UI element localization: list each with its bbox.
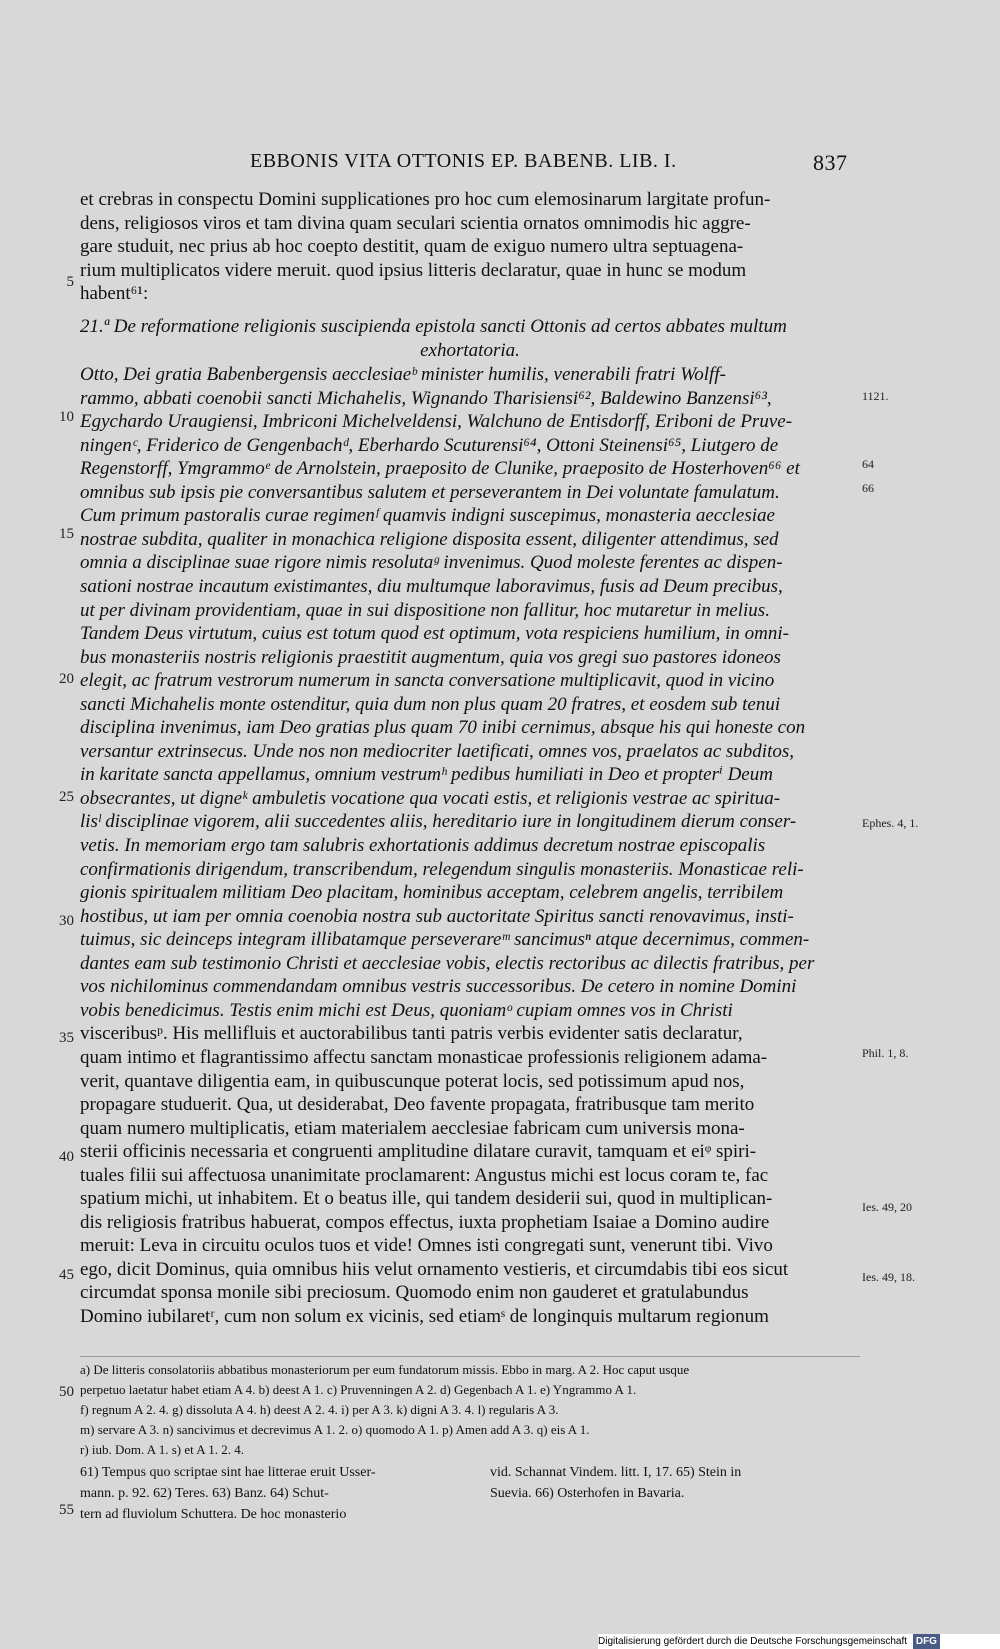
apparatus-line: m) servare A 3. n) sancivimus et decrevimus A 1. 2. o) quomodo A 1. p) Amen add A 3. q) eis A 1.: [80, 1422, 590, 1437]
text-line: vos nichilominus commendandam omnibus vestris successoribus. De cetero in nomine Domini: [80, 976, 797, 998]
text-line: ut per divinam providentiam, quae in sui dispositione non fallitur, hoc mutaretur in melius.: [80, 599, 770, 621]
text-line: versantur extrinsecus. Unde nos non mediocriter laetificati, omnes vos, praelatos ac subditos,: [80, 740, 794, 762]
text-line: sationi nostrae incautum existimantes, diu multumque laboravimus, fusis ad Deum precibus,: [80, 575, 783, 597]
text-line: Domino iubilaretʳ, cum non solum ex vicinis, sed etiamˢ de longinquis multarum regionum: [80, 1306, 769, 1327]
text-line: sancti Michahelis monte ostenditur, quia dum non plus quam 20 fratres, et eosdem sub tenui: [80, 693, 781, 715]
text-line: quam intimo et flagrantissimo affectu sanctam monasticae professionis religionem adama-: [80, 1046, 768, 1068]
text-line: propagare studuerit. Qua, ut desiderabat, Deo favente propagata, fratribusque tam merito: [80, 1094, 755, 1116]
line-number: 15: [59, 526, 74, 542]
text-line: omnia a disciplinae suae rigore nimis resolutaᵍ invenimus. Quod moleste ferentes ac dispen-: [80, 552, 783, 574]
text-line: sterii officinis necessaria et congruenti amplitudine dilatare curavit, tamquam et eiᵠ spiri-: [80, 1141, 757, 1163]
text-line: ego, dicit Dominus, quia omnibus hiis velut ornamento vestieris, et circumdabis tibi eos sicut: [80, 1258, 789, 1280]
text-line: confirmationis dirigendum, transcribendum, relegendum singulis monasteriis. Monasticae reli-: [80, 858, 804, 880]
margin-note-citation: Ies. 49, 18.: [862, 1270, 915, 1284]
margin-note-citation: Phil. 1, 8.: [862, 1046, 909, 1060]
dfg-logo: DFG: [913, 1634, 940, 1649]
line-number: 30: [59, 913, 74, 929]
line-number: 45: [59, 1267, 74, 1283]
margin-note: 64: [862, 457, 874, 471]
text-line: dens, religiosos viros et tam divina quam seculari scientia ornatos omnimodis hic aggre-: [80, 212, 751, 234]
text-line: tuimus, sic deinceps integram illibatamque perseverareᵐ sancimusⁿ atque decernimus, commen-: [80, 929, 810, 951]
text-line: dis religiosis fratribus habuerat, compos effectus, iuxta prophetiam Isaiae a Domino audire: [80, 1211, 770, 1233]
note-line: 61) Tempus quo scriptae sint hae litterae eruit Usser-: [80, 1465, 376, 1480]
line-number: 40: [59, 1149, 74, 1165]
margin-note-citation: Ephes. 4, 1.: [862, 816, 919, 830]
text-line: et crebras in conspectu Domini supplicationes pro hoc cum elemosinarum largitate profun-: [80, 189, 771, 210]
text-line: Otto, Dei gratia Babenbergensis aecclesiaeᵇ minister humilis, venerabili fratri Wolff-: [80, 364, 726, 385]
page-number: 837: [813, 150, 848, 175]
note-line: tern ad fluviolum Schuttera. De hoc monasterio: [80, 1507, 347, 1522]
text-line: ningenᶜ, Friderico de Gengenbachᵈ, Eberhardo Scuturensi⁶⁴, Ottoni Steinensi⁶⁵, Liutgero de: [80, 434, 779, 456]
apparatus-line: a) De litteris consolatoriis abbatibus monasteriorum per eum fundatorum missis. Ebbo in marg. A 2. Hoc caput usque: [80, 1362, 690, 1377]
text-line: vetis. In memoriam ergo tam salubris exhortationis addimus decretum nostrae episcopalis: [80, 835, 766, 856]
text-line: nostrae subdita, qualiter in monachica religione disposita essent, diligenter attendimus, sed: [80, 528, 779, 550]
apparatus-line: perpetuo laetatur habet etiam A 4. b) deest A 1. c) Pruvenningen A 2. d) Gegenbach A 1. e) Yngrammo A 1.: [80, 1382, 637, 1397]
line-number: 50: [59, 1384, 74, 1400]
text-line: Cum primum pastoralis curae regimenᶠ quamvis indigni suscepimus, monasteria aecclesiae: [80, 505, 775, 527]
text-line: bus monasteriis nostris religionis praestitit augmentum, quia vos gregi suo pastores idoneos: [80, 646, 781, 668]
note-line: mann. p. 92. 62) Teres. 63) Banz. 64) Schut-: [80, 1486, 329, 1501]
text-line: meruit: Leva in circuitu oculos tuos et vide! Omnes isti congregati sunt, venerunt tibi. Vivo: [80, 1235, 773, 1257]
text-line: elegit, ac fratrum vestrorum numerum in sancta conversatione multiplicavit, quod in vicino: [80, 670, 775, 692]
text-line: exhortatoria.: [420, 340, 520, 361]
text-line: gare studuit, nec prius ab hoc coepto destitit, quam de exiguo numero ultra septuagena-: [80, 236, 744, 257]
text-line: obsecrantes, ut digneᵏ ambuletis vocatione qua vocati estis, et religionis vestrae ac spiritua-: [80, 787, 781, 809]
line-number: 55: [59, 1502, 74, 1518]
text-line: Egychardo Uraugiensi, Imbriconi Michelveldensi, Walchuno de Entisdorff, Eriboni de Pruve-: [80, 411, 793, 433]
text-line: Tandem Deus virtutum, cuius est totum quod est optimum, vota respiciens humilium, in omni-: [80, 623, 789, 645]
line-number: 25: [59, 789, 74, 805]
text-line: lisˡ disciplinae vigorem, alii succedentes aliis, hereditario iure in longitudinem dierum conser-: [80, 811, 797, 833]
text-line: rammo, abbati coenobii sancti Michahelis, Wignando Tharisiensi⁶², Baldewino Banzensi⁶³,: [80, 387, 772, 409]
text-line: disciplina invenimus, iam Deo gratias plus quam 70 inibi cernimus, absque his qui honeste con: [80, 717, 806, 739]
text-line: quam numero multiplicatis, etiam materialem aecclesiae fabricam cum universis mona-: [80, 1117, 745, 1139]
text-line: tuales filii sui affectuosa unanimitate proclamarent: Angustus michi est locus coram te, fac: [80, 1164, 769, 1186]
text-line: dantes eam sub testimonio Christi et aecclesiae vobis, electis rectoribus ac dilectis fratribus, per: [80, 952, 815, 974]
text-line: rium multiplicatos videre meruit. quod ipsius litteris declaratur, quae in hunc se modum: [80, 259, 747, 281]
text-line: gionis spiritualem militiam Deo placitam, hominibus acceptam, celebrem angelis, terribilem: [80, 882, 784, 904]
text-line: circumdat sponsa monile sibi preciosum. Quomodo enim non gauderet et gratulabundus: [80, 1282, 749, 1304]
text-line: hostibus, ut iam per omnia coenobia nostra sub auctoritate Spiritus sancti renovavimus, insti-: [80, 905, 794, 927]
footnote-rule: [80, 1356, 860, 1357]
margin-note: 66: [862, 481, 874, 495]
line-number: 20: [59, 671, 74, 687]
text-line: in karitate sancta appellamus, omnium vestrumʰ pedibus humiliati in Deo et propterⁱ Deum: [80, 764, 773, 786]
line-number: 35: [59, 1030, 74, 1046]
credit-text: Digitalisierung gefördert durch die Deutsche Forschungsgemeinschaft: [598, 1636, 908, 1647]
margin-note-year: 1121.: [862, 389, 889, 403]
note-line: vid. Schannat Vindem. litt. I, 17. 65) Stein in: [490, 1465, 742, 1480]
note-line: Suevia. 66) Osterhofen in Bavaria.: [490, 1486, 685, 1501]
text-line: vobis benedicimus. Testis enim michi est Deus, quoniamᵒ cupiam omnes vos in Christi: [80, 999, 733, 1021]
text-line: Regenstorff, Ymgrammoᵉ de Arnolstein, praeposito de Clunike, praeposito de Hosterhoven⁶⁶ et: [80, 458, 800, 480]
text-line: 21.ª De reformatione religionis suscipienda epistola sancti Ottonis ad certos abbates multum: [80, 316, 787, 337]
text-line: omnibus sub ipsis pie conversantibus salutem et perseverantem in Dei voluntate famulatum.: [80, 481, 780, 503]
text-line: spatium michi, ut inhabitem. Et o beatus ille, qui tandem desiderii sui, quod in multiplican-: [80, 1188, 773, 1210]
margin-note-citation: Ies. 49, 20: [862, 1200, 912, 1214]
text-line: habent⁶¹:: [80, 283, 149, 304]
text-line: verit, quantave diligentia eam, in quibuscunque poterat locis, sed potissimum apud nos,: [80, 1070, 745, 1092]
line-number: 5: [66, 274, 74, 290]
apparatus-line: r) iub. Dom. A 1. s) et A 1. 2. 4.: [80, 1442, 244, 1457]
apparatus-line: f) regnum A 2. 4. g) dissoluta A 4. h) deest A 2. 4. i) per A 3. k) digni A 3. 4. l) regularis A 3.: [80, 1402, 559, 1417]
running-header: [0, 150, 880, 174]
running-title: EBBONIS VITA OTTONIS EP. BABENB. LIB. I.: [250, 150, 677, 172]
digitization-credit: [598, 1634, 1000, 1649]
line-number: 10: [59, 409, 74, 425]
text-line: visceribusᵖ. His mellifluis et auctorabilibus tanti patris verbis evidenter satis declaratur,: [80, 1023, 743, 1045]
